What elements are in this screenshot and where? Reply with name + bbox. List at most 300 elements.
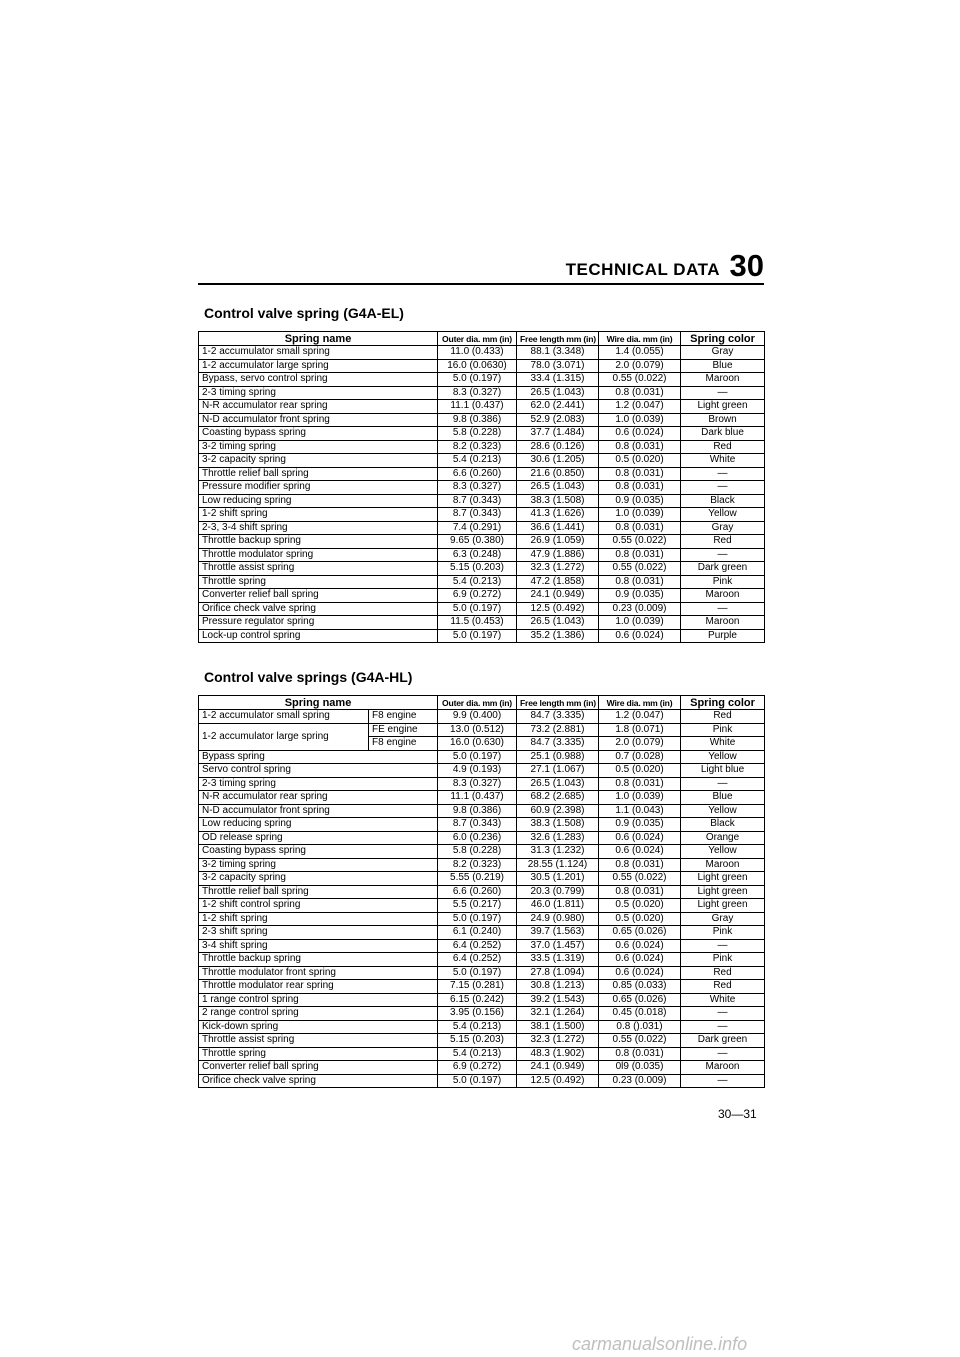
- wire-dia-cell: 0.6 (0.024): [599, 629, 681, 643]
- outer-dia-cell: 5.4 (0.213): [438, 1047, 517, 1061]
- wire-dia-cell: 0.55 (0.022): [599, 1034, 681, 1048]
- outer-dia-cell: 6.6 (0.260): [438, 885, 517, 899]
- spring-color-cell: Pink: [681, 575, 765, 589]
- table-row: [199, 750, 765, 764]
- spring-name-cell: Orifice check valve spring: [199, 602, 438, 616]
- table-row: [199, 629, 765, 643]
- wire-dia-cell: 0.5 (0.020): [599, 764, 681, 778]
- spring-name-cell: Throttle assist spring: [199, 562, 438, 576]
- outer-dia-cell: 8.3 (0.327): [438, 777, 517, 791]
- free-length-cell: 26.5 (1.043): [517, 386, 599, 400]
- spring-name-cell: 1-2 shift control spring: [199, 899, 438, 913]
- section-title-g4a-hl: Control valve springs (G4A-HL): [204, 669, 413, 685]
- table-row: [199, 953, 765, 967]
- wire-dia-cell: 0.45 (0.018): [599, 1007, 681, 1021]
- spring-name-cell: Bypass spring: [199, 750, 438, 764]
- spring-name-cell: Throttle backup spring: [199, 953, 438, 967]
- table-row: [199, 440, 765, 454]
- wire-dia-cell: 0.55 (0.022): [599, 373, 681, 387]
- free-length-cell: 47.9 (1.886): [517, 548, 599, 562]
- spring-color-cell: Gray: [681, 912, 765, 926]
- free-length-cell: 27.1 (1.067): [517, 764, 599, 778]
- spring-color-cell: White: [681, 737, 765, 751]
- spring-table-g4a-hl: [198, 695, 765, 1088]
- spring-color-cell: —: [681, 1074, 765, 1088]
- outer-dia-cell: 8.3 (0.327): [438, 386, 517, 400]
- spring-color-cell: Red: [681, 440, 765, 454]
- free-length-cell: 24.1 (0.949): [517, 589, 599, 603]
- spring-name-cell: Converter relief ball spring: [199, 589, 438, 603]
- free-length-cell: 30.8 (1.213): [517, 980, 599, 994]
- table-row: [199, 494, 765, 508]
- wire-dia-cell: 1.2 (0.047): [599, 710, 681, 724]
- table-row: [199, 777, 765, 791]
- table-row: [199, 454, 765, 468]
- free-length-cell: 30.5 (1.201): [517, 872, 599, 886]
- spring-name-cell: Lock-up control spring: [199, 629, 438, 643]
- engine-cell: F8 engine: [369, 710, 438, 724]
- free-length-cell: 37.0 (1.457): [517, 939, 599, 953]
- spring-name-cell: 2-3 timing spring: [199, 386, 438, 400]
- spring-color-cell: Maroon: [681, 616, 765, 630]
- spring-name-cell: 1 range control spring: [199, 993, 438, 1007]
- table-row: [199, 521, 765, 535]
- free-length-cell: 62.0 (2.441): [517, 400, 599, 414]
- spring-name-cell: 2-3 shift spring: [199, 926, 438, 940]
- spring-color-cell: Light green: [681, 872, 765, 886]
- outer-dia-cell: 5.0 (0.197): [438, 966, 517, 980]
- outer-dia-cell: 6.3 (0.248): [438, 548, 517, 562]
- wire-dia-cell: 1.2 (0.047): [599, 400, 681, 414]
- wire-dia-cell: 0.55 (0.022): [599, 535, 681, 549]
- wire-dia-cell: 0.55 (0.022): [599, 562, 681, 576]
- spring-name-cell: 1-2 shift spring: [199, 508, 438, 522]
- wire-dia-cell: 0l9 (0.035): [599, 1061, 681, 1075]
- free-length-cell: 39.2 (1.543): [517, 993, 599, 1007]
- col-header-spring-color: Spring color: [681, 696, 765, 710]
- table-row: [199, 400, 765, 414]
- table-row: [199, 602, 765, 616]
- spring-color-cell: Red: [681, 535, 765, 549]
- spring-name-cell: 3-2 capacity spring: [199, 872, 438, 886]
- table-row: [199, 467, 765, 481]
- header-title: TECHNICAL DATA: [565, 260, 720, 279]
- spring-color-cell: White: [681, 993, 765, 1007]
- free-length-cell: 60.9 (2.398): [517, 804, 599, 818]
- wire-dia-cell: 0.5 (0.020): [599, 899, 681, 913]
- wire-dia-cell: 0.6 (0.024): [599, 939, 681, 953]
- outer-dia-cell: 5.0 (0.197): [438, 373, 517, 387]
- free-length-cell: 46.0 (1.811): [517, 899, 599, 913]
- spring-name-cell: Servo control spring: [199, 764, 438, 778]
- outer-dia-cell: 5.55 (0.219): [438, 872, 517, 886]
- free-length-cell: 73.2 (2.881): [517, 723, 599, 737]
- wire-dia-cell: 0.5 (0.020): [599, 912, 681, 926]
- wire-dia-cell: 0.8 (0.031): [599, 521, 681, 535]
- watermark: carmanualsonline.info: [572, 1334, 748, 1354]
- spring-color-cell: Dark green: [681, 1034, 765, 1048]
- spring-name-cell: 1-2 accumulator large spring: [199, 359, 438, 373]
- spring-name-cell: Throttle spring: [199, 575, 438, 589]
- wire-dia-cell: 1.0 (0.039): [599, 791, 681, 805]
- page-header: [198, 248, 764, 285]
- outer-dia-cell: 13.0 (0.512): [438, 723, 517, 737]
- outer-dia-cell: 16.0 (0.630): [438, 737, 517, 751]
- outer-dia-cell: 5.0 (0.197): [438, 1074, 517, 1088]
- wire-dia-cell: 0.23 (0.009): [599, 1074, 681, 1088]
- outer-dia-cell: 6.6 (0.260): [438, 467, 517, 481]
- spring-color-cell: Yellow: [681, 804, 765, 818]
- table-row: [199, 481, 765, 495]
- col-header-outer-dia: Outer dia. mm (in): [438, 332, 517, 346]
- wire-dia-cell: 0.9 (0.035): [599, 589, 681, 603]
- outer-dia-cell: 5.8 (0.228): [438, 427, 517, 441]
- wire-dia-cell: 0.8 (0.031): [599, 386, 681, 400]
- wire-dia-cell: 1.0 (0.039): [599, 616, 681, 630]
- spring-color-cell: —: [681, 548, 765, 562]
- free-length-cell: 47.2 (1.858): [517, 575, 599, 589]
- outer-dia-cell: 9.9 (0.400): [438, 710, 517, 724]
- table-row: [199, 548, 765, 562]
- spring-color-cell: Yellow: [681, 750, 765, 764]
- free-length-cell: 84.7 (3.335): [517, 737, 599, 751]
- spring-name-cell: 3-2 timing spring: [199, 858, 438, 872]
- outer-dia-cell: 5.4 (0.213): [438, 1020, 517, 1034]
- table-row: [199, 346, 765, 360]
- free-length-cell: 35.2 (1.386): [517, 629, 599, 643]
- free-length-cell: 26.9 (1.059): [517, 535, 599, 549]
- spring-color-cell: Blue: [681, 791, 765, 805]
- outer-dia-cell: 8.7 (0.343): [438, 818, 517, 832]
- engine-cell: F8 engine: [369, 737, 438, 751]
- outer-dia-cell: 5.0 (0.197): [438, 912, 517, 926]
- spring-color-cell: —: [681, 777, 765, 791]
- wire-dia-cell: 0.6 (0.024): [599, 427, 681, 441]
- spring-color-cell: Red: [681, 710, 765, 724]
- free-length-cell: 39.7 (1.563): [517, 926, 599, 940]
- outer-dia-cell: 4.9 (0.193): [438, 764, 517, 778]
- wire-dia-cell: 0.7 (0.028): [599, 750, 681, 764]
- free-length-cell: 33.5 (1.319): [517, 953, 599, 967]
- spring-color-cell: Light green: [681, 885, 765, 899]
- wire-dia-cell: 0.8 (0.031): [599, 777, 681, 791]
- spring-color-cell: Pink: [681, 926, 765, 940]
- outer-dia-cell: 5.5 (0.217): [438, 899, 517, 913]
- spring-color-cell: Maroon: [681, 858, 765, 872]
- col-header-wire-dia: Wire dia. mm (in): [599, 332, 681, 346]
- free-length-cell: 27.8 (1.094): [517, 966, 599, 980]
- table-row: [199, 966, 765, 980]
- spring-name-cell: Coasting bypass spring: [199, 427, 438, 441]
- spring-name-cell: OD release spring: [199, 831, 438, 845]
- spring-color-cell: —: [681, 467, 765, 481]
- spring-color-cell: —: [681, 481, 765, 495]
- spring-name-cell: Orifice check valve spring: [199, 1074, 438, 1088]
- spring-color-cell: —: [681, 1047, 765, 1061]
- table-body: [199, 710, 765, 1088]
- outer-dia-cell: 11.5 (0.453): [438, 616, 517, 630]
- outer-dia-cell: 8.2 (0.323): [438, 440, 517, 454]
- free-length-cell: 24.1 (0.949): [517, 1061, 599, 1075]
- outer-dia-cell: 5.4 (0.213): [438, 454, 517, 468]
- spring-color-cell: Yellow: [681, 845, 765, 859]
- spring-color-cell: Maroon: [681, 1061, 765, 1075]
- spring-name-cell: Coasting bypass spring: [199, 845, 438, 859]
- spring-color-cell: Light green: [681, 899, 765, 913]
- outer-dia-cell: 11.1 (0.437): [438, 400, 517, 414]
- table-row: [199, 939, 765, 953]
- spring-name-cell: Pressure regulator spring: [199, 616, 438, 630]
- spring-color-cell: Maroon: [681, 373, 765, 387]
- outer-dia-cell: 5.0 (0.197): [438, 629, 517, 643]
- free-length-cell: 28.6 (0.126): [517, 440, 599, 454]
- spring-name-cell: 3-2 timing spring: [199, 440, 438, 454]
- spring-name-cell: Throttle spring: [199, 1047, 438, 1061]
- table-row: [199, 1020, 765, 1034]
- outer-dia-cell: 5.0 (0.197): [438, 750, 517, 764]
- wire-dia-cell: 0.9 (0.035): [599, 494, 681, 508]
- spring-name-cell: Throttle modulator front spring: [199, 966, 438, 980]
- wire-dia-cell: 0.6 (0.024): [599, 966, 681, 980]
- free-length-cell: 21.6 (0.850): [517, 467, 599, 481]
- spring-name-cell: Throttle relief ball spring: [199, 885, 438, 899]
- outer-dia-cell: 5.15 (0.203): [438, 1034, 517, 1048]
- spring-color-cell: —: [681, 1020, 765, 1034]
- header-section-number: 30: [729, 248, 764, 283]
- spring-color-cell: Maroon: [681, 589, 765, 603]
- outer-dia-cell: 7.4 (0.291): [438, 521, 517, 535]
- free-length-cell: 26.5 (1.043): [517, 777, 599, 791]
- spring-color-cell: Red: [681, 966, 765, 980]
- spring-color-cell: Yellow: [681, 508, 765, 522]
- wire-dia-cell: 0.6 (0.024): [599, 953, 681, 967]
- free-length-cell: 68.2 (2.685): [517, 791, 599, 805]
- spring-name-cell: 3-2 capacity spring: [199, 454, 438, 468]
- spring-color-cell: Pink: [681, 953, 765, 967]
- col-header-free-length: Free length mm (in): [517, 332, 599, 346]
- table-row: [199, 1007, 765, 1021]
- outer-dia-cell: 8.7 (0.343): [438, 494, 517, 508]
- engine-cell: FE engine: [369, 723, 438, 737]
- free-length-cell: 32.3 (1.272): [517, 1034, 599, 1048]
- spring-name-cell: Throttle modulator spring: [199, 548, 438, 562]
- outer-dia-cell: 11.1 (0.437): [438, 791, 517, 805]
- table-row: [199, 562, 765, 576]
- spring-name-cell: Throttle backup spring: [199, 535, 438, 549]
- table-row: [199, 858, 765, 872]
- spring-name-cell: N-D accumulator front spring: [199, 804, 438, 818]
- outer-dia-cell: 6.9 (0.272): [438, 589, 517, 603]
- spring-name-cell: 1-2 accumulator large spring: [199, 723, 369, 750]
- col-header-free-length: Free length mm (in): [517, 696, 599, 710]
- table-row: [199, 723, 765, 737]
- spring-name-cell: Bypass, servo control spring: [199, 373, 438, 387]
- col-header-spring-name: Spring name: [199, 696, 438, 710]
- wire-dia-cell: 0.8 (0.031): [599, 885, 681, 899]
- table-row: [199, 993, 765, 1007]
- wire-dia-cell: 0.6 (0.024): [599, 845, 681, 859]
- free-length-cell: 78.0 (3.071): [517, 359, 599, 373]
- spring-color-cell: Black: [681, 818, 765, 832]
- table-row: [199, 386, 765, 400]
- outer-dia-cell: 9.8 (0.386): [438, 804, 517, 818]
- spring-name-cell: N-R accumulator rear spring: [199, 400, 438, 414]
- spring-color-cell: Brown: [681, 413, 765, 427]
- outer-dia-cell: 16.0 (0.0630): [438, 359, 517, 373]
- spring-color-cell: —: [681, 1007, 765, 1021]
- table-row: [199, 1061, 765, 1075]
- outer-dia-cell: 5.4 (0.213): [438, 575, 517, 589]
- spring-name-cell: 2-3, 3-4 shift spring: [199, 521, 438, 535]
- table-row: [199, 616, 765, 630]
- free-length-cell: 26.5 (1.043): [517, 616, 599, 630]
- spring-color-cell: Gray: [681, 521, 765, 535]
- spring-color-cell: Red: [681, 980, 765, 994]
- free-length-cell: 12.5 (0.492): [517, 1074, 599, 1088]
- wire-dia-cell: 0.8 (0.031): [599, 548, 681, 562]
- spring-color-cell: Blue: [681, 359, 765, 373]
- table-row: [199, 845, 765, 859]
- outer-dia-cell: 7.15 (0.281): [438, 980, 517, 994]
- wire-dia-cell: 0.8 (0.031): [599, 467, 681, 481]
- spring-color-cell: Dark green: [681, 562, 765, 576]
- table-row: [199, 885, 765, 899]
- free-length-cell: 36.6 (1.441): [517, 521, 599, 535]
- table-row: [199, 872, 765, 886]
- table-row: [199, 413, 765, 427]
- free-length-cell: 33.4 (1.315): [517, 373, 599, 387]
- section-title-g4a-el: Control valve spring (G4A-EL): [204, 305, 404, 321]
- spring-color-cell: Pink: [681, 723, 765, 737]
- outer-dia-cell: 3.95 (0.156): [438, 1007, 517, 1021]
- free-length-cell: 32.1 (1.264): [517, 1007, 599, 1021]
- free-length-cell: 52.9 (2.083): [517, 413, 599, 427]
- outer-dia-cell: 6.4 (0.252): [438, 939, 517, 953]
- outer-dia-cell: 6.1 (0.240): [438, 926, 517, 940]
- table-row: [199, 818, 765, 832]
- table-row: [199, 791, 765, 805]
- table-row: [199, 508, 765, 522]
- free-length-cell: 88.1 (3.348): [517, 346, 599, 360]
- free-length-cell: 25.1 (0.988): [517, 750, 599, 764]
- wire-dia-cell: 0.55 (0.022): [599, 872, 681, 886]
- wire-dia-cell: 0.8 ().031): [599, 1020, 681, 1034]
- wire-dia-cell: 0.85 (0.033): [599, 980, 681, 994]
- outer-dia-cell: 5.15 (0.203): [438, 562, 517, 576]
- spring-name-cell: 1-2 shift spring: [199, 912, 438, 926]
- free-length-cell: 28.55 (1.124): [517, 858, 599, 872]
- spring-name-cell: 1-2 accumulator small spring: [199, 346, 438, 360]
- free-length-cell: 12.5 (0.492): [517, 602, 599, 616]
- free-length-cell: 26.5 (1.043): [517, 481, 599, 495]
- spring-name-cell: Throttle modulator rear spring: [199, 980, 438, 994]
- wire-dia-cell: 0.6 (0.024): [599, 831, 681, 845]
- outer-dia-cell: 8.7 (0.343): [438, 508, 517, 522]
- spring-name-cell: Throttle relief ball spring: [199, 467, 438, 481]
- wire-dia-cell: 0.23 (0.009): [599, 602, 681, 616]
- outer-dia-cell: 6.4 (0.252): [438, 953, 517, 967]
- wire-dia-cell: 1.8 (0.071): [599, 723, 681, 737]
- table-row: [199, 710, 765, 724]
- spring-name-cell: Low reducing spring: [199, 494, 438, 508]
- table-row: [199, 575, 765, 589]
- spring-color-cell: Light blue: [681, 764, 765, 778]
- wire-dia-cell: 2.0 (0.079): [599, 359, 681, 373]
- wire-dia-cell: 0.9 (0.035): [599, 818, 681, 832]
- spring-name-cell: Kick-down spring: [199, 1020, 438, 1034]
- spring-color-cell: White: [681, 454, 765, 468]
- outer-dia-cell: 11.0 (0.433): [438, 346, 517, 360]
- outer-dia-cell: 8.3 (0.327): [438, 481, 517, 495]
- col-header-wire-dia: Wire dia. mm (in): [599, 696, 681, 710]
- free-length-cell: 32.6 (1.283): [517, 831, 599, 845]
- table-row: [199, 1047, 765, 1061]
- spring-color-cell: —: [681, 602, 765, 616]
- spring-name-cell: 2-3 timing spring: [199, 777, 438, 791]
- spring-color-cell: —: [681, 939, 765, 953]
- spring-name-cell: Pressure modifier spring: [199, 481, 438, 495]
- spring-table-g4a-el: [198, 331, 765, 643]
- table-header-row: [199, 332, 765, 346]
- free-length-cell: 41.3 (1.626): [517, 508, 599, 522]
- table-row: [199, 589, 765, 603]
- free-length-cell: 38.3 (1.508): [517, 494, 599, 508]
- spring-name-cell: 1-2 accumulator small spring: [199, 710, 369, 724]
- free-length-cell: 30.6 (1.205): [517, 454, 599, 468]
- outer-dia-cell: 9.8 (0.386): [438, 413, 517, 427]
- spring-color-cell: Dark blue: [681, 427, 765, 441]
- outer-dia-cell: 9.65 (0.380): [438, 535, 517, 549]
- outer-dia-cell: 8.2 (0.323): [438, 858, 517, 872]
- wire-dia-cell: 1.1 (0.043): [599, 804, 681, 818]
- spring-name-cell: N-R accumulator rear spring: [199, 791, 438, 805]
- spring-name-cell: Throttle assist spring: [199, 1034, 438, 1048]
- outer-dia-cell: 6.0 (0.236): [438, 831, 517, 845]
- free-length-cell: 37.7 (1.484): [517, 427, 599, 441]
- table-row: [199, 912, 765, 926]
- free-length-cell: 48.3 (1.902): [517, 1047, 599, 1061]
- table-row: [199, 373, 765, 387]
- free-length-cell: 31.3 (1.232): [517, 845, 599, 859]
- outer-dia-cell: 6.15 (0.242): [438, 993, 517, 1007]
- table-row: [199, 926, 765, 940]
- table-row: [199, 831, 765, 845]
- col-header-outer-dia: Outer dia. mm (in): [438, 696, 517, 710]
- table-row: [199, 1074, 765, 1088]
- free-length-cell: 38.1 (1.500): [517, 1020, 599, 1034]
- table-row: [199, 427, 765, 441]
- free-length-cell: 32.3 (1.272): [517, 562, 599, 576]
- spring-color-cell: Gray: [681, 346, 765, 360]
- outer-dia-cell: 5.0 (0.197): [438, 602, 517, 616]
- wire-dia-cell: 1.4 (0.055): [599, 346, 681, 360]
- wire-dia-cell: 0.8 (0.031): [599, 440, 681, 454]
- outer-dia-cell: 5.8 (0.228): [438, 845, 517, 859]
- free-length-cell: 20.3 (0.799): [517, 885, 599, 899]
- free-length-cell: 24.9 (0.980): [517, 912, 599, 926]
- wire-dia-cell: 0.8 (0.031): [599, 858, 681, 872]
- spring-color-cell: —: [681, 386, 765, 400]
- col-header-spring-name: Spring name: [199, 332, 438, 346]
- col-header-spring-color: Spring color: [681, 332, 765, 346]
- spring-name-cell: 3-4 shift spring: [199, 939, 438, 953]
- wire-dia-cell: 2.0 (0.079): [599, 737, 681, 751]
- free-length-cell: 38.3 (1.508): [517, 818, 599, 832]
- spring-name-cell: 2 range control spring: [199, 1007, 438, 1021]
- wire-dia-cell: 0.8 (0.031): [599, 575, 681, 589]
- wire-dia-cell: 0.8 (0.031): [599, 1047, 681, 1061]
- spring-name-cell: N-D accumulator front spring: [199, 413, 438, 427]
